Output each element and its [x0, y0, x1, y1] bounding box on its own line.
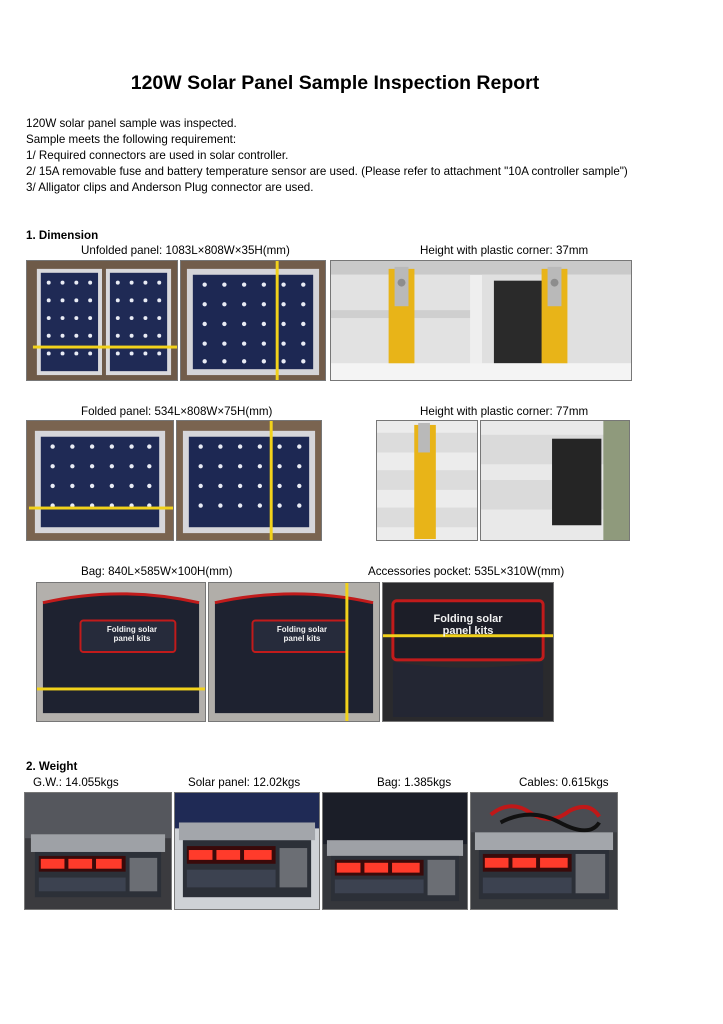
height-77mm-measure-photo — [376, 420, 478, 541]
bag-caption: Bag: 840L×585W×100H(mm) — [81, 565, 233, 578]
weight-label-gw: G.W.: 14.055kgs — [33, 776, 119, 789]
pocket-caption: Accessories pocket: 535L×310W(mm) — [368, 565, 565, 578]
intro-text — [26, 116, 628, 196]
scale-bag-photo — [322, 792, 468, 910]
intro-line: 1/ Required connectors are used in solar controller. — [26, 149, 289, 162]
unfolded-panel-measure-photo — [180, 260, 326, 381]
weight-label-cables: Cables: 0.615kgs — [519, 776, 609, 789]
pocket-print-text — [413, 613, 523, 637]
bag-measure-photo — [208, 582, 380, 722]
height-37mm-photo — [330, 260, 632, 381]
intro-line: 2/ 15A removable fuse and battery temperature sensor are used. (Please refer to attachment "10A controller sample") — [26, 165, 628, 178]
bag-print-text — [97, 625, 167, 643]
height-77mm-corner-photo — [480, 420, 630, 541]
pocket-print-line: panel kits — [442, 625, 494, 637]
height2-caption: Height with plastic corner: 77mm — [420, 405, 589, 418]
bag-photo — [36, 582, 206, 722]
dimension-heading: 1. Dimension — [26, 229, 99, 242]
pocket-photo — [382, 582, 554, 722]
bag-print-line: panel kits — [283, 634, 321, 643]
folded-panel-photo — [26, 420, 174, 541]
bag-print-line: panel kits — [113, 634, 151, 643]
folded-caption: Folded panel: 534L×808W×75H(mm) — [81, 405, 273, 418]
weight-label-bag: Bag: 1.385kgs — [377, 776, 452, 789]
page-title: 120W Solar Panel Sample Inspection Report — [130, 72, 540, 94]
folded-panel-measure-photo — [176, 420, 322, 541]
intro-line: 120W solar panel sample was inspected. — [26, 117, 237, 130]
intro-line: 3/ Alligator clips and Anderson Plug connector are used. — [26, 181, 314, 194]
pocket-print-line: Folding solar — [433, 613, 503, 625]
unfolded-caption: Unfolded panel: 1083L×808W×35H(mm) — [81, 244, 290, 257]
bag-print-line: Folding solar — [106, 625, 158, 634]
weight-label-panel: Solar panel: 12.02kgs — [188, 776, 301, 789]
scale-gw-photo — [24, 792, 172, 910]
scale-cables-photo — [470, 792, 618, 910]
scale-panel-photo — [174, 792, 320, 910]
bag-print-line: Folding solar — [276, 625, 328, 634]
bag-print-text — [267, 625, 337, 643]
unfolded-panel-photo — [26, 260, 178, 381]
height1-caption: Height with plastic corner: 37mm — [420, 244, 589, 257]
intro-line: Sample meets the following requirement: — [26, 133, 237, 146]
weight-heading: 2. Weight — [26, 760, 78, 773]
